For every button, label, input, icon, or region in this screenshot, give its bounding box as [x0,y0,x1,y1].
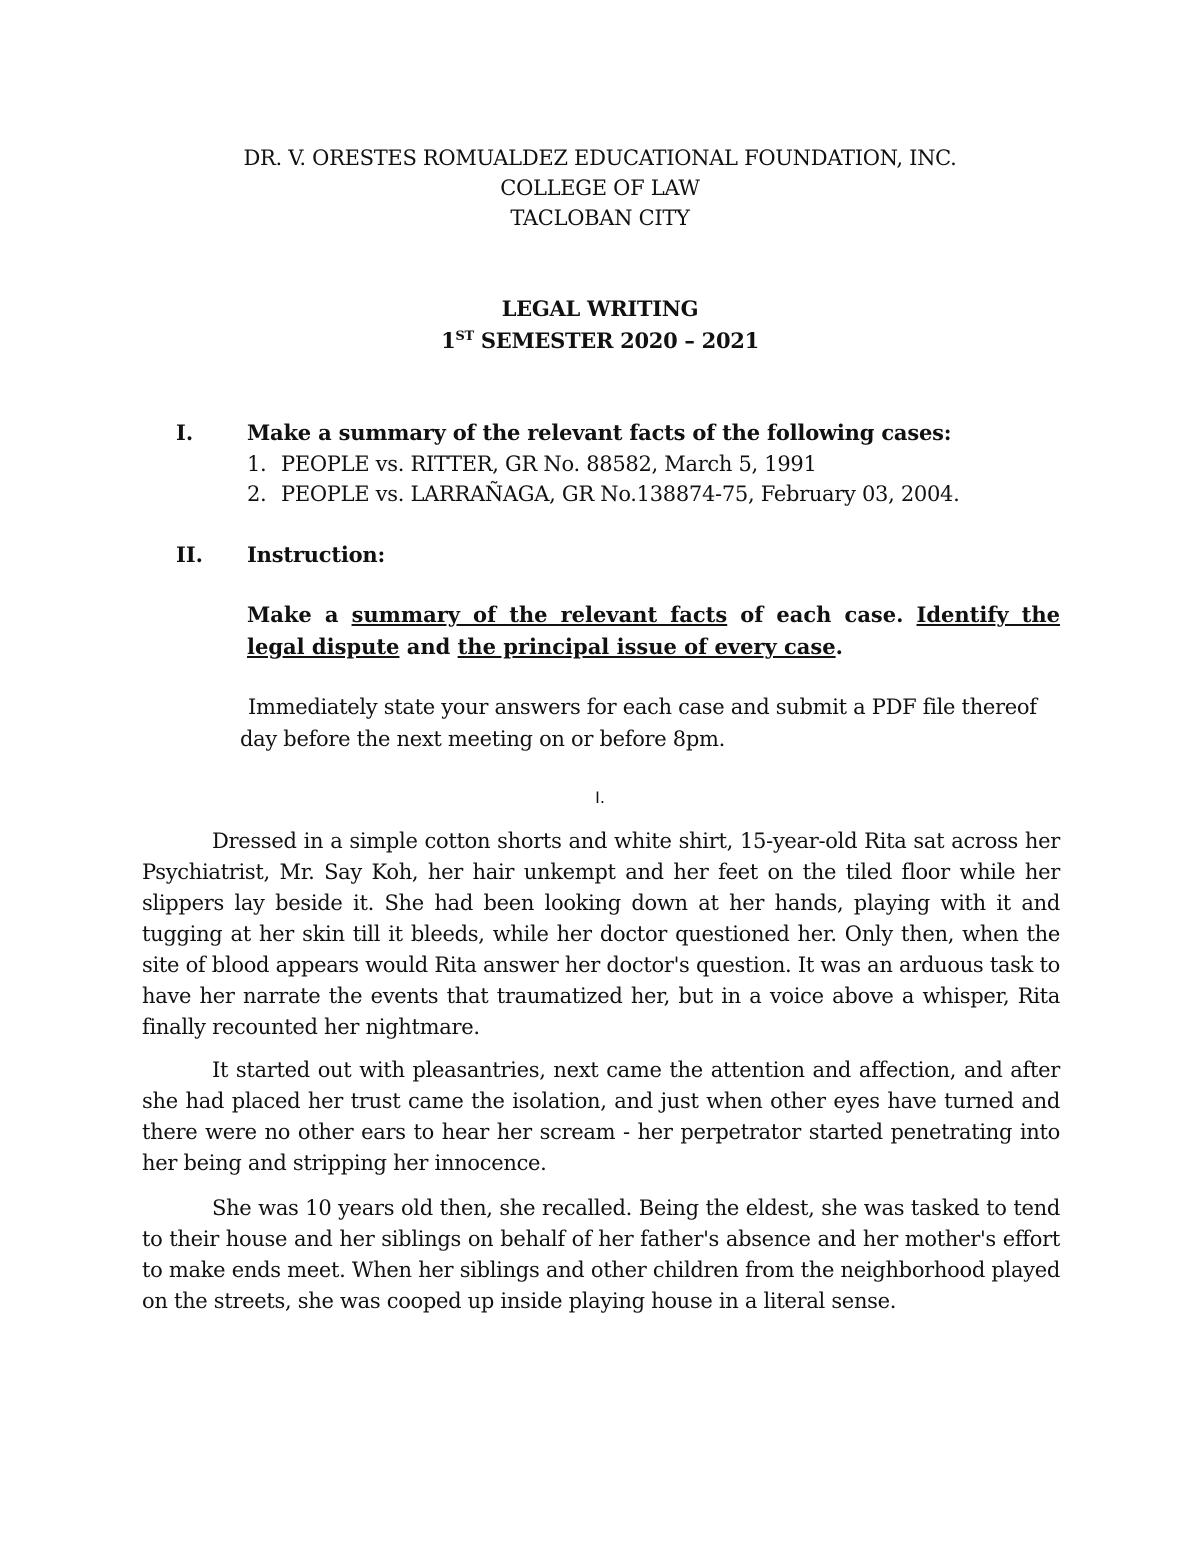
semester-line [0,326,1200,356]
institution-name: DR. V. ORESTES ROMUALDEZ EDUCATIONAL FOUNDATION, INC. [243,146,957,170]
semester-rest: SEMESTER 2020 – 2021 [473,328,759,353]
submission-note-line-2: day before the next meeting on or before 8pm. [240,727,725,751]
essay-paragraph-2: It started out with pleasantries, next came the attention and affection, and after she had placed her trust came the isolation, and just when other eyes have turned and there were no other ears to hear her scream - her perpetrator started penetrating into her being and stripping her innocence. [142,1058,1060,1175]
city-name: TACLOBAN CITY [510,206,690,230]
section-1-heading: Make a summary of the relevant facts of the following cases: [247,420,952,445]
essay-paragraph-3: She was 10 years old then, she recalled. Being the eldest, she was tasked to tend to their house and her siblings on behalf of her father's absence and her mother's effort to make ends meet. When her siblings and other children from the neighborhood played on the streets, she was cooped up inside playing house in a literal sense. [142,1196,1060,1313]
college-name: COLLEGE OF LAW [500,176,700,200]
essay-marker: I. [595,788,605,807]
instruction-part: and [399,634,458,659]
instruction-text [247,599,1060,663]
section-2-numeral: II. [176,542,203,567]
submission-note [240,691,1060,755]
submission-note-line-1: Immediately state your answers for each case and submit a PDF file thereof [248,695,1037,719]
case-number: 2. [247,482,267,506]
case-item-2 [247,479,959,509]
instruction-underlined: summary of the relevant facts [351,602,728,627]
section-2-heading: Instruction: [247,542,386,567]
instruction-part: . [835,634,843,659]
instruction-part: of each case. [727,602,917,627]
instruction-underlined: Identify the legal dispute [247,602,1061,659]
case-item-1 [247,449,817,479]
instruction-underlined: the principal issue of every case [457,634,836,659]
essay-paragraph-1: Dressed in a simple cotton shorts and white shirt, 15-year-old Rita sat across her Psychiatrist, Mr. Say Koh, her hair unkempt and her feet on the tiled floor while her slippers lay beside it. She had been looking down at her hands, playing with it and tugging at her skin till it bleeds, while her doctor questioned her. Only then, when the site of blood appears would Rita answer her doctor's question. It was an arduous task to have her narrate the events that traumatized her, but in a voice above a whisper, Rita finally recounted her nightmare. [142,829,1060,1039]
case-text: PEOPLE vs. RITTER, GR No. 88582, March 5, 1991 [281,452,817,476]
semester-suffix: ST [455,329,474,344]
section-1-numeral: I. [176,420,194,445]
case-number: 1. [247,452,267,476]
course-title: LEGAL WRITING [501,296,699,321]
case-text: PEOPLE vs. LARRAÑAGA, GR No.138874-75, February 03, 2004. [281,482,960,506]
semester-ordinal: 1 [441,328,456,353]
instruction-part: Make a [247,602,352,627]
